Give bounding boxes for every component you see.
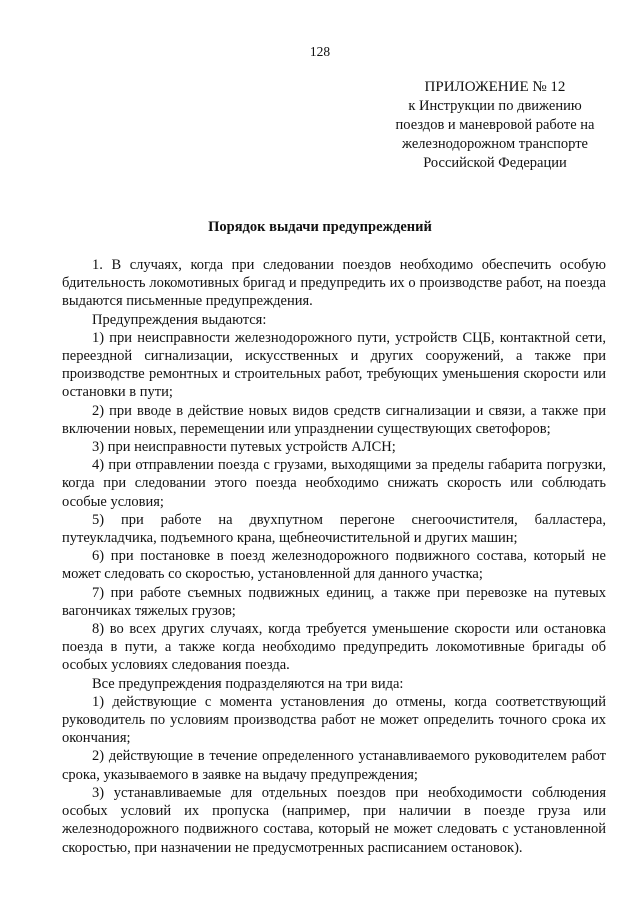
document-title: Порядок выдачи предупреждений [208, 219, 432, 235]
paragraph: 8) во всех других случаях, когда требуется уменьшение скорости или остановка поезда в пути, а также когда необходимо предупредить локомотивные бригады об особых условиях следования поезда. [62, 621, 606, 674]
document-body [62, 256, 606, 857]
paragraph: Все предупреждения подразделяются на три вида: [92, 675, 404, 692]
paragraph: 4) при отправлении поезда с грузами, выходящими за пределы габарита погрузки, когда при следовании этого поезда необходимо снижать скорость или соблюдать особые условия; [62, 457, 606, 510]
paragraph: 3) при неисправности путевых устройств АЛСН; [92, 439, 396, 456]
paragraph: 1) действующие с момента установления до отмены, когда соответствующий руководитель по условиям производства работ не может определить точного срока их окончания; [62, 693, 606, 747]
paragraph: 3) устанавливаемые для отдельных поездов при необходимости соблюдения особых условий их пропуска (например, при наличии в поезде груза или железнодорожного подвижного состава, который не может следовать с установленной скоростью, при назначении не предусмотренных расписанием остановок). [62, 784, 606, 856]
paragraph: 1) при неисправности железнодорожного пути, устройств СЦБ, контактной сети, переездной сигнализации, искусственных и других сооружений, а также при производстве ремонтных и строительных работ, требующих уменьшения скорости или остановки в пути; [62, 329, 606, 401]
appendix-line: к Инструкции по движению [408, 98, 582, 114]
paragraph: 6) при постановке в поезд железнодорожного подвижного состава, который не может следовать со скоростью, установленной для данного участка; [62, 548, 606, 583]
paragraph: 7) при работе съемных подвижных единиц, а также при перевозке на путевых вагончиках тяжелых грузов; [62, 584, 606, 619]
appendix-line: Российской Федерации [423, 155, 567, 171]
appendix-heading: ПРИЛОЖЕНИЕ № 12 [424, 79, 566, 95]
appendix-header [380, 78, 610, 173]
paragraph: 5) при работе на двухпутном перегоне снегоочистителя, балластера, путеукладчика, подъемного крана, щебнеочистительной и других машин; [62, 511, 606, 547]
paragraph: 1. В случаях, когда при следовании поездов необходимо обеспечить особую бдительность локомотивных бригад и предупредить их о производстве работ, на поезда выдаются письменные предупреждения. [62, 257, 606, 310]
page-number: 128 [309, 44, 331, 59]
paragraph: Предупреждения выдаются: [92, 311, 267, 328]
paragraph: 2) при вводе в действие новых видов средств сигнализации и связи, а также при включении новых, перемещении или упразднении существующих светофоров; [62, 402, 606, 437]
paragraph: 2) действующие в течение определенного устанавливаемого руководителем работ срока, указываемого в заявке на выдачу предупреждения; [62, 748, 606, 783]
appendix-line: поездов и маневровой работе на [395, 117, 595, 133]
appendix-line: железнодорожном транспорте [402, 136, 588, 152]
